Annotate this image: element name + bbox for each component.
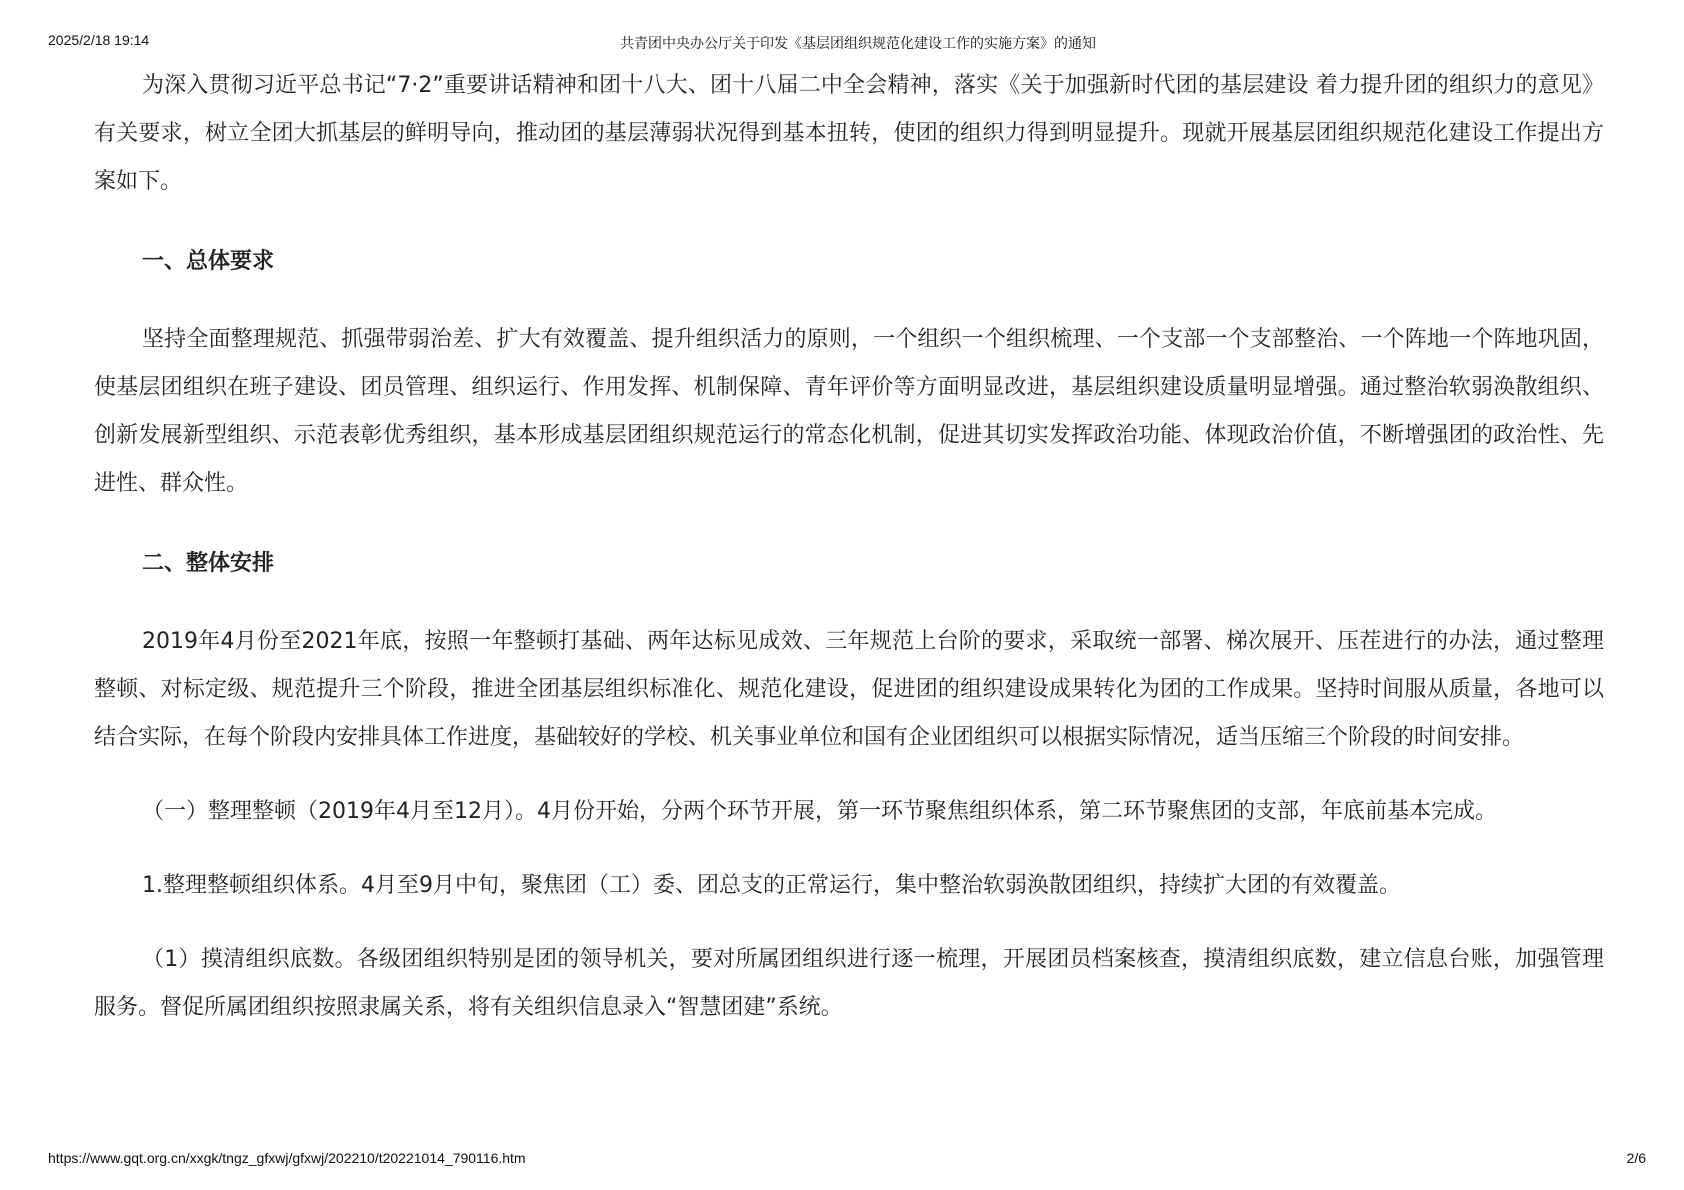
overall-arrangement-paragraph: 2019年4月份至2021年底，按照一年整顿打基础、两年达标见成效、三年规范上台阶的要求，采取统一部署、梯次展开、压茬进行的办法，通过整理整顿、对标定级、规范提升三个阶段，推进全团基层组织标准化、规范化建设，促进团的组织建设成果转化为团的工作成果。坚持时间服从质量，各地可以结合实际，在每个阶段内安排具体工作进度，基础较好的学校、机关事业单位和国有企业团组织可以根据实际情况，适当压缩三个阶段的时间安排。 bbox=[94, 629, 1604, 750]
document-title: 共青团中央办公厅关于印发《基层团组织规范化建设工作的实施方案》的通知 bbox=[620, 36, 1096, 52]
spacer bbox=[94, 286, 1604, 316]
spacer bbox=[94, 588, 1604, 618]
spacer bbox=[94, 206, 1604, 238]
print-date: 2025/2/18 19:14 bbox=[48, 32, 150, 48]
source-url: https://www.gqt.org.cn/xxgk/tngz_gfxwj/gfxwj/202210/t20221014_790116.htm bbox=[48, 1150, 526, 1166]
section-heading-overall-requirements: 一、总体要求 bbox=[142, 249, 275, 274]
overall-requirements-paragraph: 坚持全面整理规范、抓强带弱治差、扩大有效覆盖、提升组织活力的原则，一个组织一个组织梳理、一个支部一个支部整治、一个阵地一个阵地巩固，使基层团组织在班子建设、团员管理、组织运行、作用发挥、机制保障、青年评价等方面明显改进，基层组织建设质量明显增强。通过整治软弱涣散组织、创新发展新型组织、示范表彰优秀组织，基本形成基层团组织规范运行的常态化机制，促进其切实发挥政治功能、体现政治价值，不断增强团的政治性、先进性、群众性。 bbox=[94, 327, 1604, 496]
organization-count-paragraph: （1）摸清组织底数。各级团组织特别是团的领导机关，要对所属团组织进行逐一梳理，开展团员档案核查，摸清组织底数，建立信息台账，加强管理服务。督促所属团组织按照隶属关系，将有关组织信息录入“智慧团建”系统。 bbox=[94, 947, 1604, 1020]
intro-paragraph: 为深入贯彻习近平总书记“7·2”重要讲话精神和团十八大、团十八届二中全会精神，落实《关于加强新时代团的基层建设 着力提升团的组织力的意见》有关要求，树立全团大抓基层的鲜明导向，推动团的基层薄弱状况得到基本扭转，使团的组织力得到明显提升。现就开展基层团组织规范化建设工作提出方案如下。 bbox=[94, 73, 1604, 194]
article-body bbox=[94, 62, 1604, 1032]
spacer bbox=[94, 836, 1604, 862]
section-heading-overall-arrangement: 二、整体安排 bbox=[142, 551, 275, 576]
spacer bbox=[94, 910, 1604, 936]
spacer bbox=[94, 508, 1604, 540]
organization-system-paragraph: 1.整理整顿组织体系。4月至9月中旬，聚焦团（工）委、团总支的正常运行，集中整治软弱涣散团组织，持续扩大团的有效覆盖。 bbox=[142, 873, 1401, 898]
stage-one-paragraph: （一）整理整顿（2019年4月至12月）。4月份开始，分两个环节开展，第一环节聚焦组织体系，第二环节聚焦团的支部，年底前基本完成。 bbox=[142, 799, 1497, 824]
page-number: 2/6 bbox=[1626, 1150, 1646, 1166]
spacer bbox=[94, 762, 1604, 788]
